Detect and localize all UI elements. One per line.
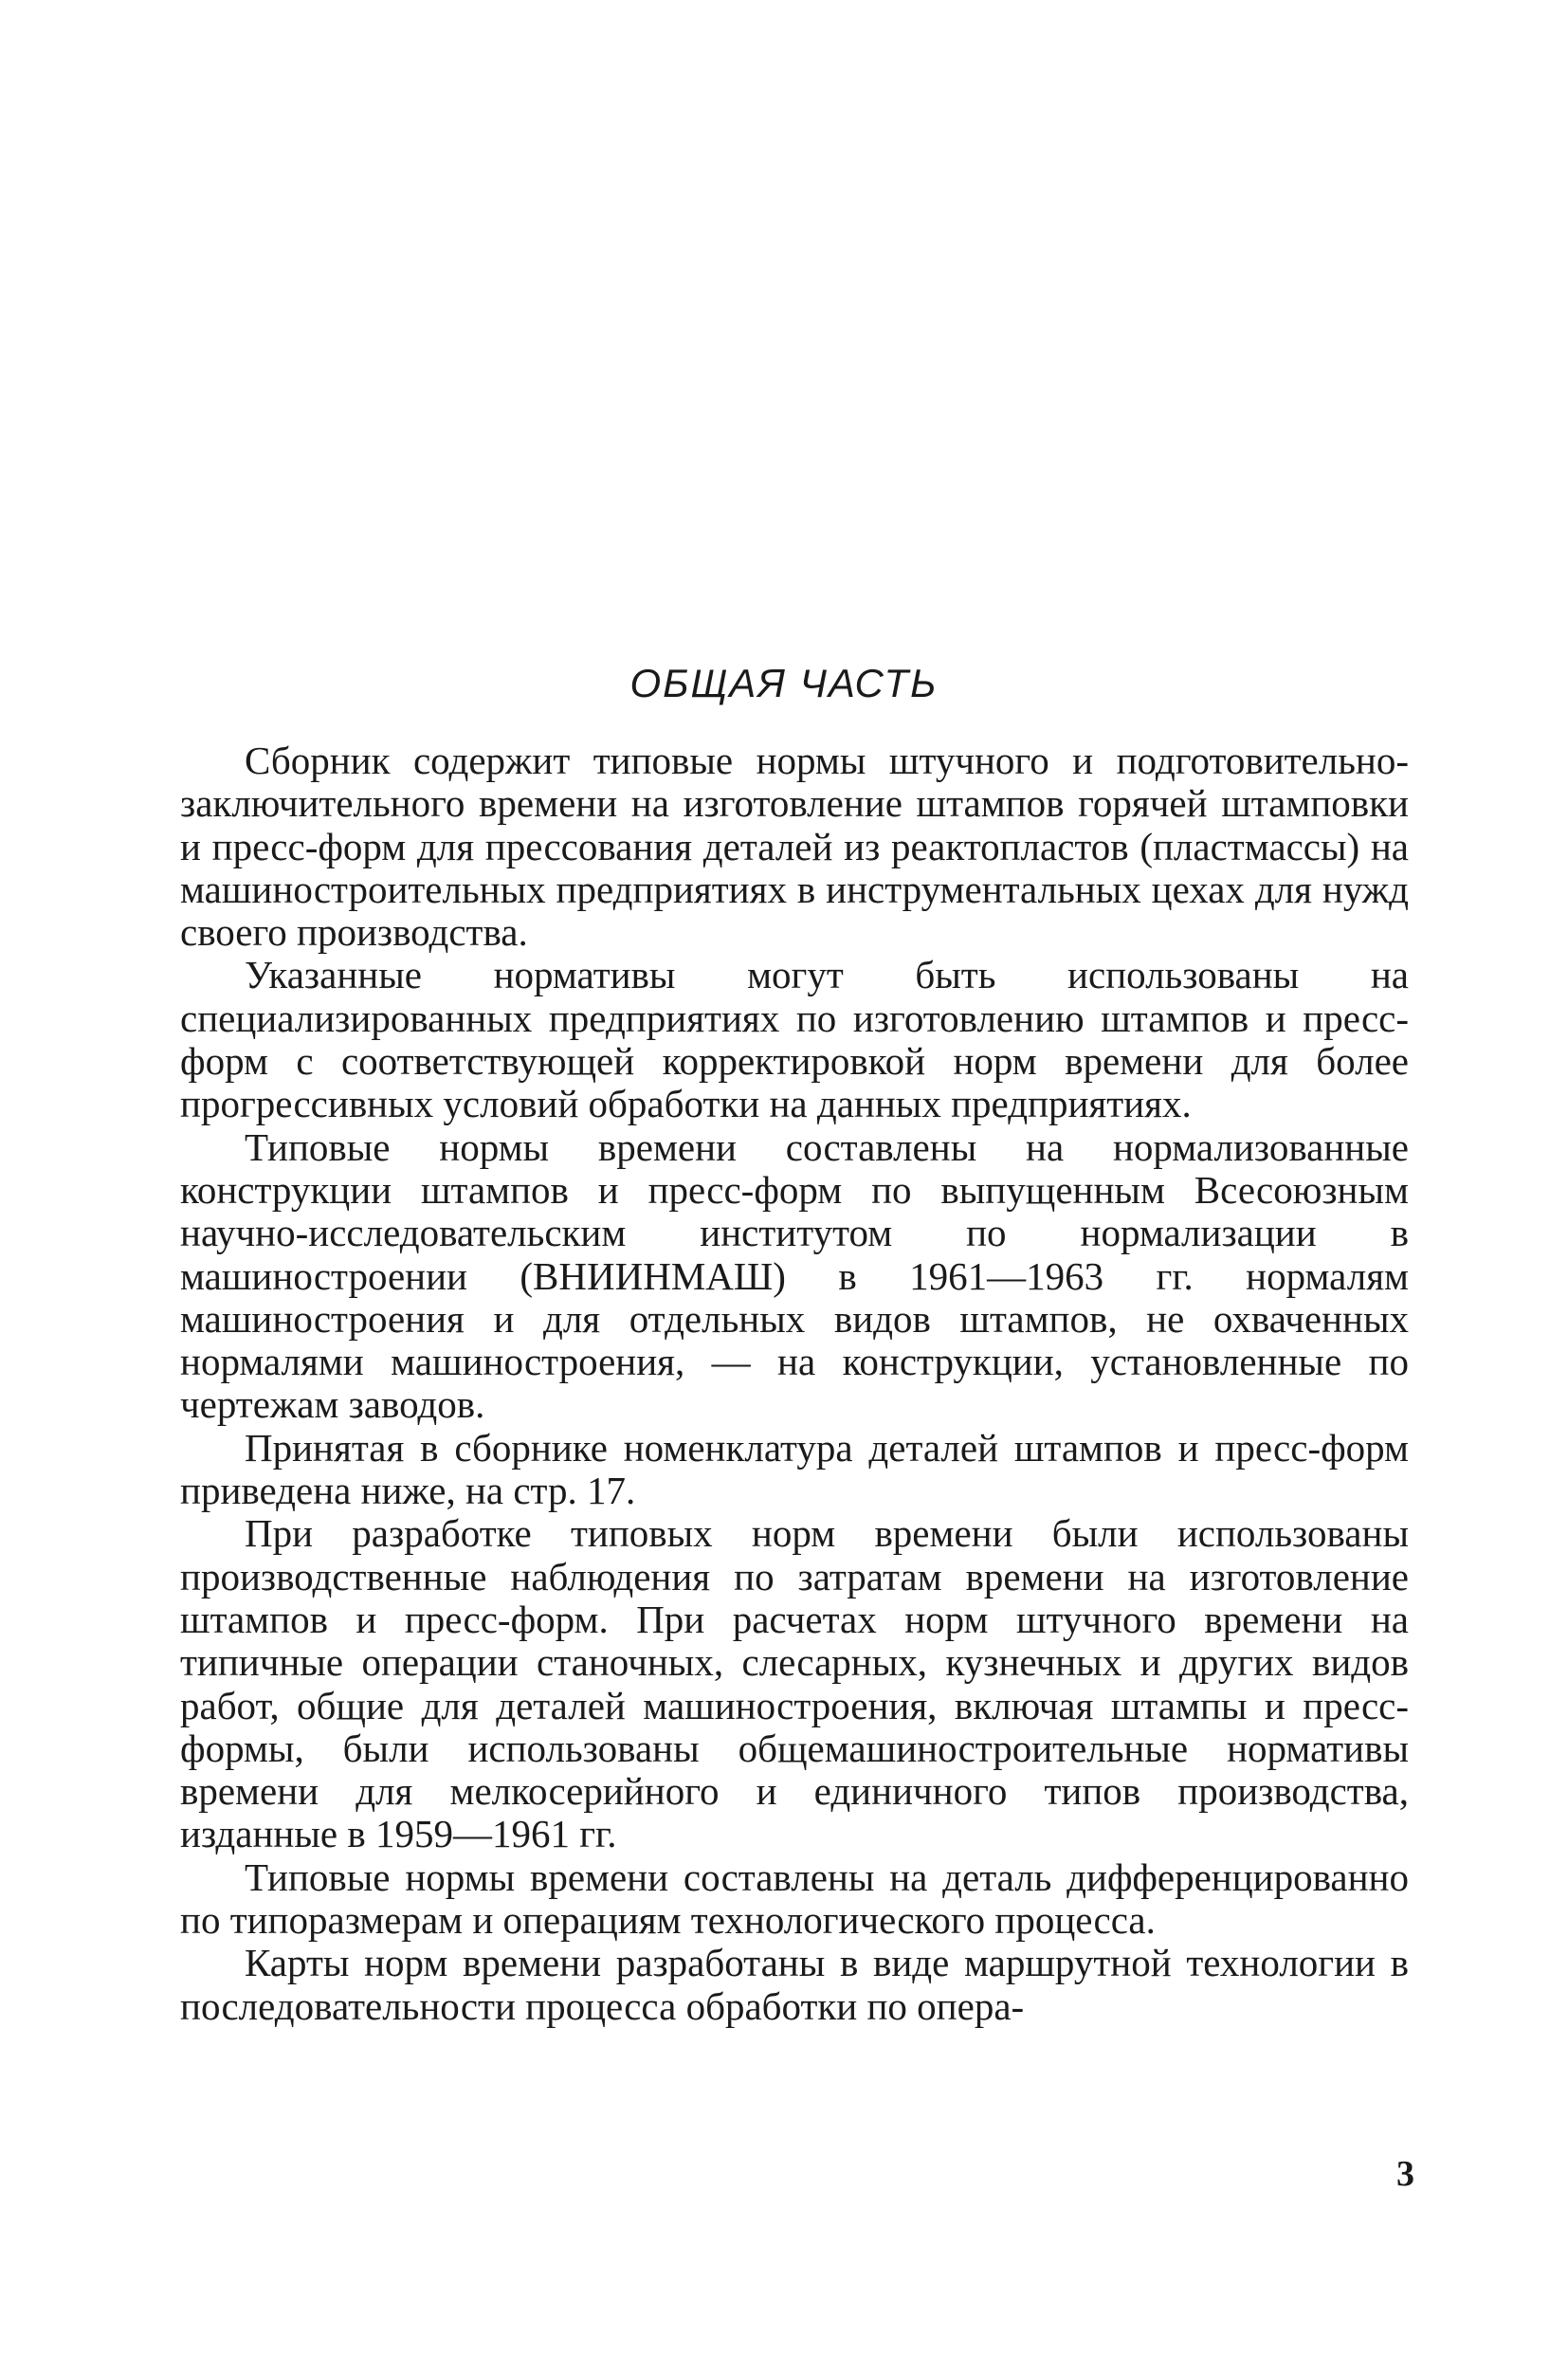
paragraph-7: Карты норм времени разработаны в виде маршрутной технологии в последовательности процесса обработки по опера- <box>180 1941 1409 2028</box>
section-heading: ОБЩАЯ ЧАСТЬ <box>629 661 939 705</box>
page-number: 3 <box>1396 2154 1414 2194</box>
paragraph-6: Типовые нормы времени составлены на деталь дифференцированно по типоразмерам и операциям технологического процесса. <box>180 1854 1409 1943</box>
paragraph-2: Указанные нормативы могут быть использованы на специализированных предприятиях по изготовлению штампов и пресс-форм с соответствующей корректировкой норм времени для более прогрессивных условий обработки на данных предприятиях. <box>180 953 1409 1126</box>
paragraph-3: Типовые нормы времени составлены на нормализованные конструкции штампов и пресс-форм по выпущенным Всесоюзным научно-исследовательским институтом по нормализации в машиностроении (ВНИИНМАШ) в 1961—1963 гг. нормалям машиностроения и для отдельных видов штампов, не охваченных нормалями машиностроения, — на конструкции, установленные по чертежам заводов. <box>180 1124 1409 1427</box>
paragraph-5: При разработке типовых норм времени были использованы производственные наблюдения по затратам времени на изготовление штампов и пресс-форм. При расчетах норм штучного времени на типичные операции станочных, слесарных, кузнечных и других видов работ, общие для деталей машиностроения, включая штампы и пресс-формы, были использованы общемашиностроительные нормативы времени для мелкосерийного и единичного типов производства, изданные в 1959—1961 гг. <box>180 1511 1409 1856</box>
body-text <box>180 740 1409 2028</box>
paragraph-1: Сборник содержит типовые нормы штучного и подготовительно-заключительного времени на изготовление штампов горячей штамповки и пресс-форм для прессования деталей из реактопластов (пластмассы) на машиностроительных предприятиях в инструментальных цехах для нужд своего производства. <box>180 739 1409 955</box>
paragraph-4: Принятая в сборнике номенклатура деталей штампов и пресс-форм приведена ниже, на стр. 17. <box>180 1425 1409 1513</box>
